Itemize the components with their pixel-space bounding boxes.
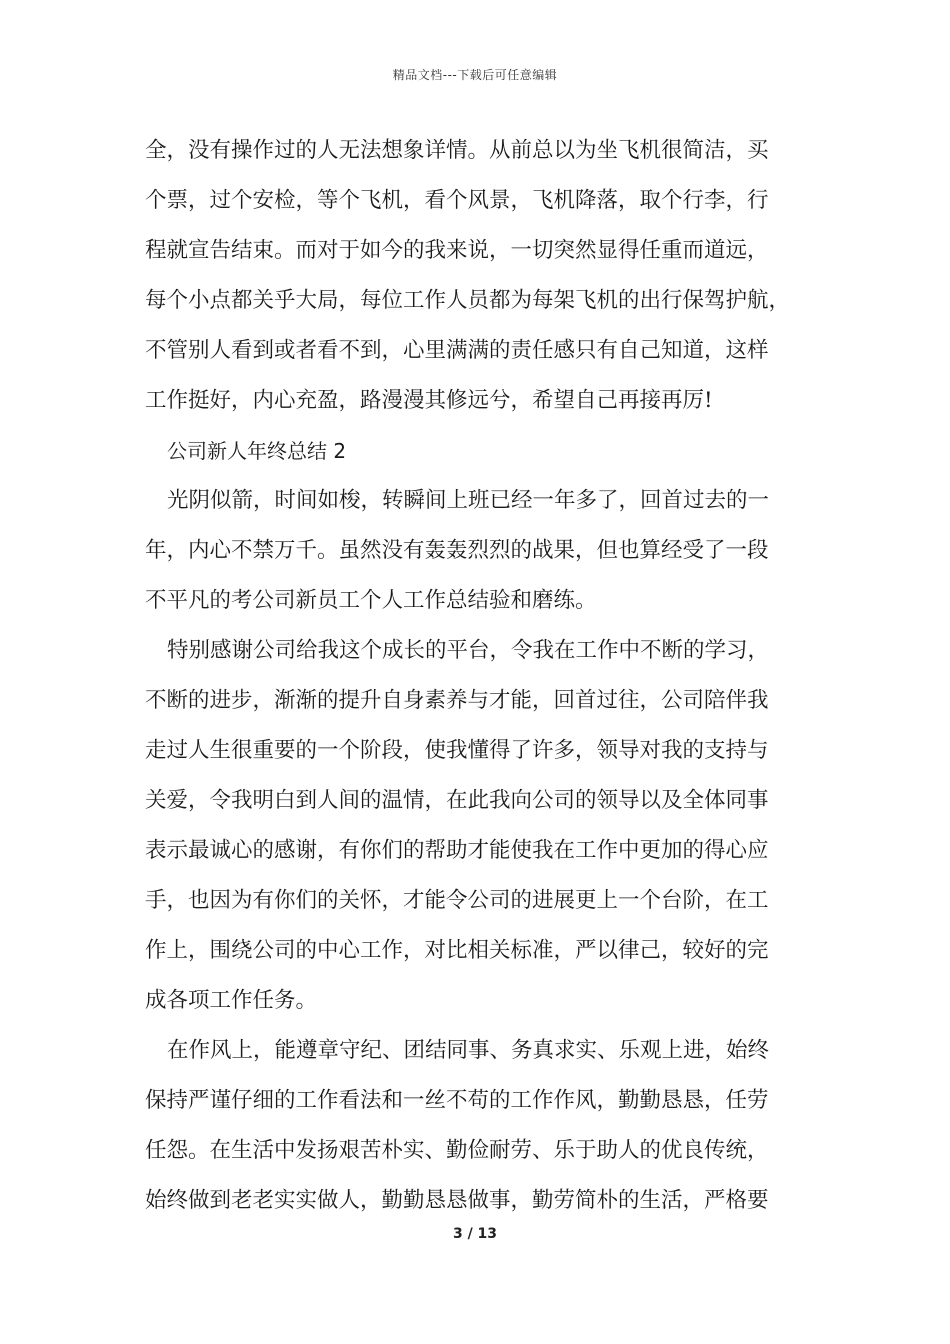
paragraph-start: 特别感谢公司给我这个成长的平台，令我在工作中不断的学习， <box>167 638 770 663</box>
section-heading: 公司新人年终总结 2 <box>167 439 347 463</box>
body-line: 任怨。在生活中发扬艰苦朴实、勤俭耐劳、乐于助人的优良传统， <box>145 1138 769 1163</box>
body-line: 个票，过个安检，等个飞机，看个风景，飞机降落，取个行李，行 <box>145 188 769 213</box>
body-line: 年，内心不禁万千。虽然没有轰轰烈烈的战果，但也算经受了一段 <box>145 538 769 563</box>
body-line: 保持严谨仔细的工作看法和一丝不苟的工作作风，勤勤恳恳，任劳 <box>145 1088 769 1113</box>
body-line: 始终做到老老实实做人，勤勤恳恳做事，勤劳简朴的生活，严格要 <box>145 1188 769 1213</box>
body-line: 走过人生很重要的一个阶段，使我懂得了许多，领导对我的支持与 <box>145 738 769 763</box>
body-line: 程就宣告结束。而对于如今的我来说，一切突然显得任重而道远， <box>145 238 769 263</box>
paragraph-start: 光阴似箭，时间如梭，转瞬间上班已经一年多了，回首过去的一 <box>167 488 770 513</box>
body-line: 表示最诚心的感谢，有你们的帮助才能使我在工作中更加的得心应 <box>145 838 769 863</box>
paragraph-start: 在作风上，能遵章守纪、团结同事、务真求实、乐观上进，始终 <box>167 1038 770 1063</box>
document-body <box>145 126 810 1226</box>
body-line: 手，也因为有你们的关怀，才能令公司的进展更上一个台阶，在工 <box>145 888 769 913</box>
body-line: 不平凡的考公司新员工个人工作总结验和磨练。 <box>145 588 597 613</box>
page-number: 3 / 13 <box>452 1226 498 1242</box>
body-line: 作上，围绕公司的中心工作，对比相关标准，严以律己，较好的完 <box>145 938 769 963</box>
body-line: 关爱，令我明白到人间的温情，在此我向公司的领导以及全体同事 <box>145 788 769 813</box>
body-line: 不断的进步，渐渐的提升自身素养与才能，回首过往，公司陪伴我 <box>145 688 769 713</box>
body-line: 不管别人看到或者看不到，心里满满的责任感只有自己知道，这样 <box>145 338 769 363</box>
page-header: 精品文档---下载后可任意编辑 <box>392 68 558 82</box>
body-line: 工作挺好，内心充盈，路漫漫其修远兮，希望自己再接再厉! <box>145 388 713 413</box>
body-line: 成各项工作任务。 <box>145 988 318 1013</box>
body-line: 全，没有操作过的人无法想象详情。从前总以为坐飞机很简洁，买 <box>145 138 769 163</box>
body-line: 每个小点都关乎大局，每位工作人员都为每架飞机的出行保驾护航， <box>145 288 791 313</box>
